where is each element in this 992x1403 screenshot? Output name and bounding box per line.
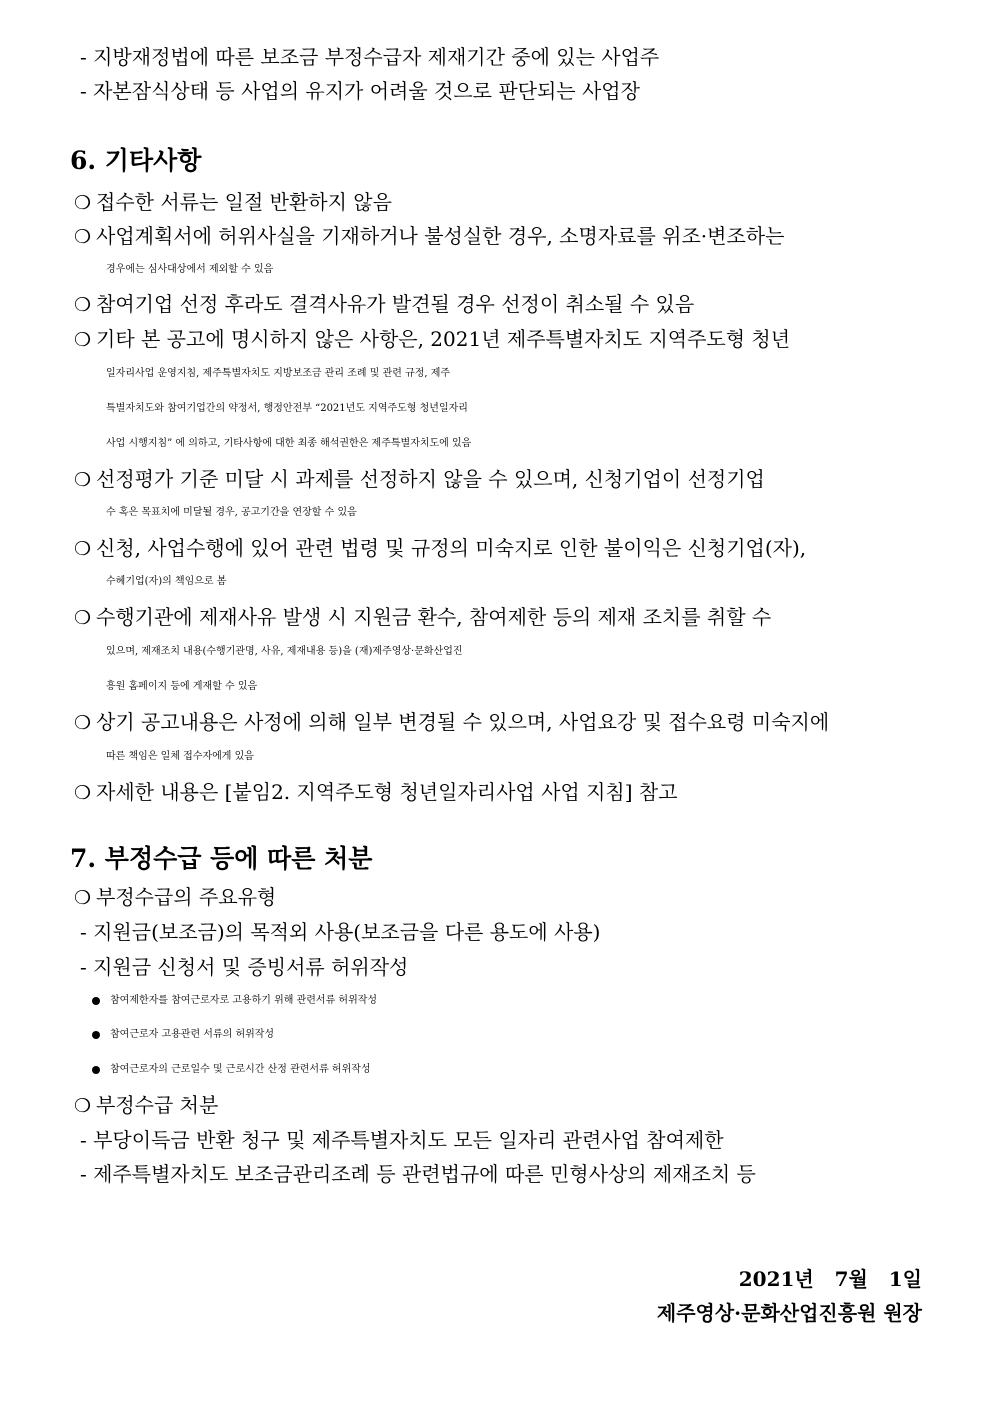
circle-bullet-icon: ❍ — [74, 226, 92, 248]
list-item-continuation: 있으며, 제재조치 내용(수행기관명, 사유, 제재내용 등)을 (재)제주영상·문화산업진 — [106, 646, 463, 657]
list-item-text: 참여제한자를 참여근로자로 고용하기 위해 관련서류 허위작성 — [110, 995, 378, 1006]
list-item-continuation: 흥원 홈페이지 등에 게재할 수 있음 — [106, 681, 258, 692]
list-item — [74, 219, 916, 254]
list-item — [74, 185, 916, 220]
list-item-continuation: 일자리사업 운영지침, 제주특별자치도 지방보조금 관리 조례 및 관련 규정, 제주 — [106, 368, 451, 379]
list-item: - 자본잠식상태 등 사업의 유지가 어려울 것으로 판단되는 사업장 — [80, 79, 640, 103]
circle-bullet-icon: ❍ — [74, 329, 92, 351]
list-item-text: 부정수급 처분 — [96, 1093, 219, 1117]
list-item-continuation: 특별자치도와 참여기업간의 약정서, 행정안전부 “2021년도 지역주도형 청년일자리 — [106, 403, 468, 414]
list-item-text: 기타 본 공고에 명시하지 않은 사항은, 2021년 제주특별자치도 지역주도형 청년 — [96, 327, 791, 351]
list-item-continuation: 사업 시행지침” 에 의하고, 기타사항에 대한 최종 해석권한은 제주특별자치도에 있음 — [106, 438, 472, 449]
circle-bullet-icon: ❍ — [74, 712, 92, 734]
list-item-text: 선정평가 기준 미달 시 과제를 선정하지 않을 수 있으며, 신청기업이 선정기업 — [96, 467, 765, 491]
section-7-title: 7. 부정수급 등에 따른 처분 — [70, 844, 373, 873]
list-item-text: 참여근로자의 근로일수 및 근로시간 산정 관련서류 허위작성 — [110, 1064, 371, 1075]
list-item-text: 참여기업 선정 후라도 결격사유가 발견될 경우 선정이 취소될 수 있음 — [96, 292, 695, 316]
list-item — [74, 775, 916, 810]
list-item — [92, 1018, 934, 1052]
circle-bullet-icon: ❍ — [74, 782, 92, 804]
list-item — [74, 705, 916, 740]
list-item-text: 자세한 내용은 [붙임2. 지역주도형 청년일자리사업 사업 지침] 참고 — [96, 780, 678, 804]
list-item — [74, 322, 916, 357]
dot-bullet-icon — [92, 1066, 100, 1074]
list-item — [74, 880, 916, 915]
circle-bullet-icon: ❍ — [74, 607, 92, 629]
list-item-text: 참여근로자 고용관련 서류의 허위작성 — [110, 1029, 275, 1040]
list-item-text: 접수한 서류는 일절 반환하지 않음 — [96, 190, 392, 214]
list-item — [92, 984, 934, 1018]
list-item: - 지원금 신청서 및 증빙서류 허위작성 — [80, 955, 409, 979]
document-date: 2021년 7월 1일 — [738, 1267, 922, 1291]
list-item — [74, 1088, 916, 1123]
section-6-title: 6. 기타사항 — [70, 146, 202, 175]
list-item: - 제주특별자치도 보조금관리조례 등 관련법규에 따른 민형사상의 제재조치 등 — [80, 1162, 756, 1186]
list-item-continuation: 경우에는 심사대상에서 제외할 수 있음 — [106, 264, 274, 275]
list-item — [74, 287, 916, 322]
dot-bullet-icon — [92, 997, 100, 1005]
list-item — [74, 462, 916, 497]
circle-bullet-icon: ❍ — [74, 538, 92, 560]
circle-bullet-icon: ❍ — [74, 887, 92, 909]
list-item: - 지원금(보조금)의 목적외 사용(보조금을 다른 용도에 사용) — [80, 920, 601, 944]
dot-bullet-icon — [92, 1031, 100, 1039]
list-item-continuation: 따른 책임은 일체 접수자에게 있음 — [106, 751, 254, 762]
list-item-text: 수행기관에 제재사유 발생 시 지원금 환수, 참여제한 등의 제재 조치를 취할 수 — [96, 605, 772, 629]
list-item — [92, 1053, 934, 1087]
circle-bullet-icon: ❍ — [74, 192, 92, 214]
list-item-text: 사업계획서에 허위사실을 기재하거나 불성실한 경우, 소명자료를 위조·변조하는 — [96, 224, 785, 248]
list-item: - 부당이득금 반환 청구 및 제주특별자치도 모든 일자리 관련사업 참여제한 — [80, 1128, 724, 1152]
list-item-text: 부정수급의 주요유형 — [96, 885, 277, 909]
list-item-continuation: 수혜기업(자)의 책임으로 봄 — [106, 576, 227, 587]
circle-bullet-icon: ❍ — [74, 294, 92, 316]
list-item: - 지방재정법에 따른 보조금 부정수급자 제재기간 중에 있는 사업주 — [80, 45, 660, 69]
list-item — [74, 531, 916, 566]
list-item-text: 상기 공고내용은 사정에 의해 일부 변경될 수 있으며, 사업요강 및 접수요령 미숙지에 — [96, 710, 830, 734]
list-item-text: 신청, 사업수행에 있어 관련 법령 및 규정의 미숙지로 인한 불이익은 신청기업(자), — [96, 536, 807, 560]
list-item — [74, 600, 916, 635]
issuer-signature: 제주영상·문화산업진흥원 원장 — [656, 1301, 922, 1325]
list-item-continuation: 수 혹은 목표치에 미달될 경우, 공고기간을 연장할 수 있음 — [106, 507, 357, 518]
circle-bullet-icon: ❍ — [74, 1095, 92, 1117]
circle-bullet-icon: ❍ — [74, 469, 92, 491]
